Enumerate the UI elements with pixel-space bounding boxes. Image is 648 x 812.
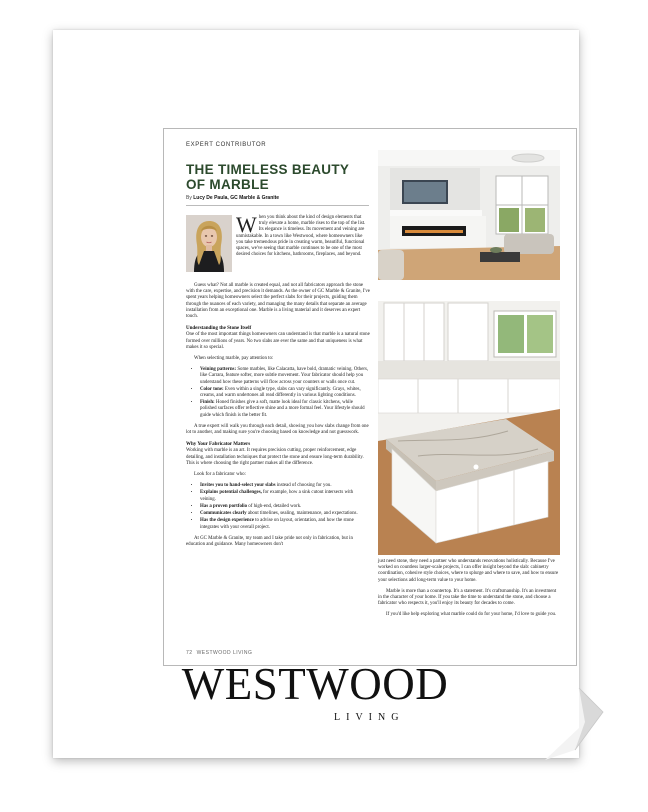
page-number: 72 xyxy=(186,650,193,656)
paragraph: A true expert will walk you through each detail, showing you how slabs change from one lot to another, and making sure you're choosing based on knowledge and not guesswork. xyxy=(186,423,369,436)
magazine-logo-sub: LIVING xyxy=(334,712,405,723)
author-portrait xyxy=(186,215,232,272)
paragraph: At GC Marble & Granite, my team and I take pride not only in fabrication, but in education and guidance. Many homeowners don't xyxy=(186,535,353,547)
drop-cap: W xyxy=(236,212,257,237)
list-item: • Has a proven portfolio of high-end, detailed work. xyxy=(200,504,370,510)
author-portrait-image xyxy=(186,215,232,272)
right-column xyxy=(378,559,560,624)
list-item: • Veining patterns: Some marbles, like Calacatta, have bold, dramatic veining. Others, like Carrara, feature softer, more subtle movement. Your fabricator should help you understand how these patterns will flow across your counters or walls once cut. xyxy=(200,367,370,386)
attention-list xyxy=(186,367,370,419)
fabricator-list xyxy=(186,483,370,530)
subheading-understanding: Understanding the Stone Itself xyxy=(186,326,252,332)
paragraph: When selecting marble, pay attention to: xyxy=(194,356,274,362)
article-spread xyxy=(163,128,577,666)
paragraph: One of the most important things homeowners can understand is that marble is a natural stone formed over millions of years. No two slabs are ever the same and that uniqueness is what makes it so special. xyxy=(186,332,370,350)
title-divider xyxy=(186,205,369,206)
paragraph: If you'd like help exploring what marble could do for your home, I'd love to guide you. xyxy=(386,612,557,618)
byline-author: Lucy De Paula, GC Marble & Granite xyxy=(193,195,280,201)
living-room-photo xyxy=(378,150,560,280)
list-item: • Explains potential challenges, for example, how a sink cutout intersects with veining. xyxy=(200,490,370,502)
folio-title: WESTWOOD LIVING xyxy=(196,650,253,656)
paragraph: just need stone, they need a partner who understands renovations holistically. Because I've worked on countless larger-scale projects, I can offer insight beyond the slab: cabinetry coordination, cohesive style choices, where to splurge and where to save, and how to ensure your selections add long-term value to your home. xyxy=(378,559,559,583)
intro-text: hen you think about the kind of design elements that truly elevate a home, marble rises to the top of the list. Its elegance is timeless. Its movement and veining are unmistakable. In a town like Westwood, where homeowners like you take tremendous pride in creating warm, beautiful, functional spaces, we've seeing that marble continues to be one of the most desired choices for kitchens, bathrooms, fireplaces, and beyond. xyxy=(236,215,366,258)
left-column xyxy=(186,283,370,553)
intro-paragraph xyxy=(236,212,370,258)
section-eyebrow: EXPERT CONTRIBUTOR xyxy=(186,142,267,148)
byline-prefix: By xyxy=(186,195,194,201)
kitchen-photo xyxy=(378,291,560,555)
title-line-2: OF MARBLE xyxy=(186,177,269,192)
page-curl-graphic xyxy=(545,688,605,760)
page-curl xyxy=(545,688,605,760)
kitchen-image xyxy=(378,291,560,555)
paragraph: Working with marble is an art. It requires precision cutting, proper reinforcement, edge detailing, and installation techniques that protect the stone and ensure long-term durability. This is where choosing the right partner makes all the difference. xyxy=(186,448,364,466)
page-folio xyxy=(186,650,252,656)
magazine-logo: WESTWOOD xyxy=(181,659,449,709)
list-item: • Invites you to hand-select your slabs instead of choosing for you. xyxy=(200,483,370,489)
magazine-page xyxy=(53,30,579,758)
paragraph: Guess what? Not all marble is created equal, and not all fabricators approach the stone with the care, expertise, and precision it demands. As the owner of GC Marble & Granite, I've spent years helping homeowners select the perfect slabs for their projects, guiding them through the nuances of each variety, and managing the many details that separate an average installation from an exceptional one. Marble is a living material and it deserves an expert touch. xyxy=(186,283,370,320)
article-title xyxy=(186,162,386,192)
subheading-fabricator: Why Your Fabricator Matters xyxy=(186,442,251,448)
paragraph: Marble is more than a countertop. It's a statement. It's craftsmanship. It's an investment in the character of your home. If you take the time to understand the stone, and choose a fabricator who respects it, you'll enjoy its beauty for decades to come. xyxy=(378,588,557,607)
list-item: • Color tone: Even within a single type, slabs can vary significantly. Grays, whites, creams, and warm undertones all read differently in various lighting conditions. xyxy=(200,387,370,399)
list-item: • Finish: Honed finishes give a soft, matte look ideal for classic kitchens, while polished surfaces offer reflective shine and a more formal feel. Your lifestyle should guide which finish is the better fit. xyxy=(200,400,370,419)
title-line-1: THE TIMELESS BEAUTY xyxy=(186,162,350,177)
living-room-image xyxy=(378,150,560,280)
byline xyxy=(186,195,279,201)
paragraph: Look for a fabricator who: xyxy=(194,472,246,478)
list-item: • Communicates clearly about timelines, sealing, maintenance, and expectations. xyxy=(200,511,370,517)
list-item: • Has the design experience to advise on layout, orientation, and how the stone integrates with your overall project. xyxy=(200,518,370,530)
